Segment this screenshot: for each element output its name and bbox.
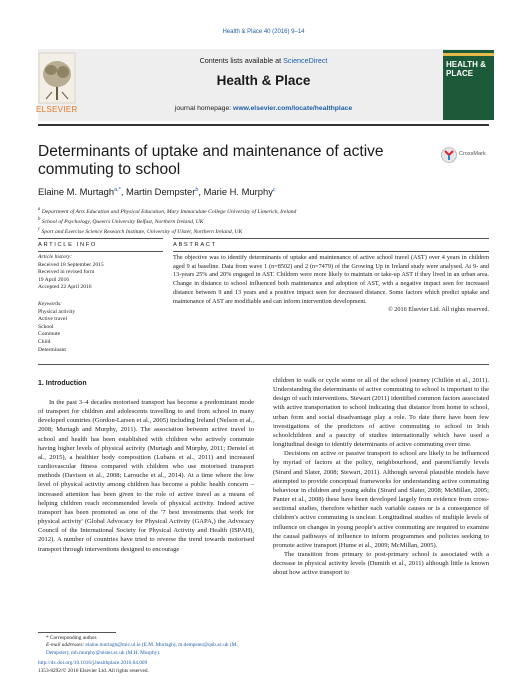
abstract-copyright: © 2016 Elsevier Ltd. All rights reserved. xyxy=(388,306,489,314)
keyword: Child xyxy=(38,338,51,345)
keyword: Active travel xyxy=(38,316,68,323)
homepage-prefix: journal homepage: xyxy=(174,105,234,112)
cover-stripe xyxy=(443,53,494,56)
header-rule xyxy=(38,124,489,126)
affiliation-text: School of Psychology, Queen's University Belfast, Northern Ireland, UK xyxy=(41,218,204,225)
history-line: Received in revised form xyxy=(38,269,95,276)
body-paragraph: The transition from primary to post-primary school is associated with a decrease in physical activity levels (Dumith et al., 2011) although little is known about how active transport to xyxy=(273,550,489,577)
footnote xyxy=(38,635,254,675)
info-rule xyxy=(38,238,163,239)
history-line: 19 April 2016 xyxy=(38,276,70,283)
info-spacer xyxy=(38,292,163,301)
affiliation-text: Sport and Exercise Science Research Institute, University of Ulster, Northern Ireland, UK xyxy=(41,228,243,235)
body-column-right xyxy=(273,376,489,577)
author-sup[interactable]: b xyxy=(195,186,199,193)
body-paragraph: Decisions on active or passive transport to school are likely to be influenced by myriad of factors at the policy, neighbourhood, and parent/family levels (Sirard and Slater, 2008; Stewart, 2011). Although several plausible models have attempted to provide conceptual frameworks for understanding active commuting behaviour in children and young adults (Sirard and Slater, 2008; McMillan, 2005; Panter et al., 2008) these have been developed largely from evidence from cross-sectional studies, therefore whether each variable causes or is a consequence of children's active commuting is unclear. Longitudinal studies of multiple levels of influence on changes in young people's active commuting are required to examine the causal pathways of influence to inform programmes and policies seeking to promote active transport (Hume et al., 2009; McMillan, 2005). xyxy=(273,450,489,549)
body-paragraph: In the past 3–4 decades motorised transport has become a predominant mode of transport for children and adolescents travelling to and from school in many developed countries (Gordon-Larsen et al., 2005) including Ireland (Nelson et al., 2008; Murtagh and Murphy, 2011). The association between active travel to school and health has been established with children who actively commute having higher levels of physical activity (Murtagh and Murphy, 2011; Denstel et al., 2015), a healthier body composition (Lubans et al., 2011) and increased cardiovascular fitness compared with children who use motorised transport methods (Davison et al., 2008; Larouche et al., 2014). At a time where the low level of physical activity among children has become a public health concern – increased attention has been given to the role of active travel as a means of helping children reach recommended levels of physical activity. Indeed active transport has been promoted as one of the '7 best investments that work for physical activity' (Global Advocacy for Physical Activity (GAPA,) the Advocacy Council of the International Society for Physical Activity and Health (ISPAH), 2012). A number of countries have tried to reverse the trend towards motorised transport through interventions designed to encourage xyxy=(38,399,254,553)
keywords-label: Keywords: xyxy=(38,300,63,307)
author-name: Martin Dempster xyxy=(126,186,196,197)
elsevier-wordmark: ELSEVIER xyxy=(36,105,78,114)
issn-line: 1353-8292/© 2016 Elsevier Ltd. All rights reserved. xyxy=(38,667,149,674)
abstract xyxy=(173,254,489,315)
email-addresses[interactable]: elaine.murtagh@mic.ul.ie (E.M. Murtagh), m.dempster@qub.ac.uk (M. Dempster), mh.murphy@ulster.ac.uk (M.H. Murphy). xyxy=(46,642,238,656)
abstract-rule-lower xyxy=(173,251,489,252)
journal-name: Health & Place xyxy=(216,73,311,88)
section-heading-introduction: 1. Introduction xyxy=(38,380,87,387)
contents-prefix: Contents lists available at xyxy=(199,56,284,65)
homepage-link[interactable]: www.elsevier.com/locate/healthplace xyxy=(233,105,353,112)
author-name: Elaine M. Murtagh xyxy=(38,186,115,197)
keyword: Determinant xyxy=(38,346,66,353)
email-line xyxy=(38,642,254,657)
body-column-left xyxy=(38,398,254,554)
sciencedirect-link[interactable]: ScienceDirect xyxy=(283,56,328,65)
crossmark-icon xyxy=(441,147,457,163)
crossmark-badge[interactable] xyxy=(441,146,489,164)
keyword: School xyxy=(38,323,54,330)
author-list: Elaine M. Murtagh$^{a,*}$, Martin Dempster$^b$, Marie H. Murphy$^c$ xyxy=(38,186,276,197)
keyword: Physical activity xyxy=(38,308,76,315)
info-rule-lower xyxy=(38,251,163,252)
abstract-text: The objective was to identify determinants of uptake and maintenance of active school travel (AST) over 4 years in children aged 9 at baseline. Data from wave 1 (n=8502) and 2 (n=7479) of the Growing Up in Ireland study were analysed. At 9- and 13-years 25% and 20% engaged in AST. Children were more likely to maintain or take-up AST if they lived in an urban area. Change in distance to school influenced both maintenance and adoption of AST, with a negative impact seen for increased distance between 9 and 13 years and a positive impact seen for decreased distance. Some factors which predict uptake and maintenance of AST are modifiable and can inform intervention development. xyxy=(173,254,489,305)
affiliation-text: Department of Arts Education and Physical Education, Mary Immaculate College University of Limerick, Ireland xyxy=(41,208,297,215)
author-name: Marie H. Murphy xyxy=(203,186,273,197)
affiliation-item xyxy=(38,226,296,236)
homepage-line xyxy=(38,105,489,112)
body-paragraph: children to walk or cycle some or all of the school journey (Chillón et al., 2011). Understanding the determinants of active commuting to school is important to the design of such interventions. Stewart (2011) identified common factors associated with active transportation to school indicating that distance from home to school, urban form and social disadvantage play a role. To date there have been few investigations of the predictors of active commuting to school in Irish schoolchildren and a paucity of studies internationally which have used a longitudinal design to identify determinants of active commuting over time. xyxy=(273,377,489,449)
affiliations xyxy=(38,206,296,236)
article-info-heading: ARTICLE INFO xyxy=(38,242,98,248)
affiliation-sup: b xyxy=(38,217,41,223)
history-line: Received 18 September 2015 xyxy=(38,261,104,268)
abstract-rule xyxy=(173,238,489,239)
front-matter-rule xyxy=(38,364,489,365)
affiliation-item xyxy=(38,206,296,216)
affiliation-item xyxy=(38,216,296,226)
article-info xyxy=(38,254,163,354)
article-title: Determinants of uptake and maintenance of active commuting to school xyxy=(38,143,384,178)
affiliation-sup: c xyxy=(38,227,41,233)
email-label: E-mail addresses: xyxy=(46,642,86,649)
elsevier-logo xyxy=(38,52,76,116)
author-sup[interactable]: c xyxy=(272,186,276,193)
corresponding-author: * Corresponding author. xyxy=(46,635,98,641)
cover-title: HEALTH & PLACE xyxy=(446,60,486,78)
journal-cover[interactable] xyxy=(443,50,494,120)
journal-citation[interactable]: Health & Place 40 (2016) 9–14 xyxy=(222,29,305,35)
affiliation-sup: a xyxy=(38,207,41,212)
history-line: Accepted 22 April 2016 xyxy=(38,284,92,291)
doi-link[interactable]: http://dx.doi.org/10.1016/j.healthplace.2016.04.009 xyxy=(38,660,148,667)
abstract-heading: ABSTRACT xyxy=(173,242,217,248)
footnote-rule xyxy=(38,632,116,633)
keyword: Commute xyxy=(38,331,61,338)
crossmark-label: CrossMark xyxy=(459,151,486,157)
contents-line xyxy=(38,56,489,65)
author-sup[interactable]: a,* xyxy=(114,186,121,193)
history-label: Article history: xyxy=(38,254,73,260)
